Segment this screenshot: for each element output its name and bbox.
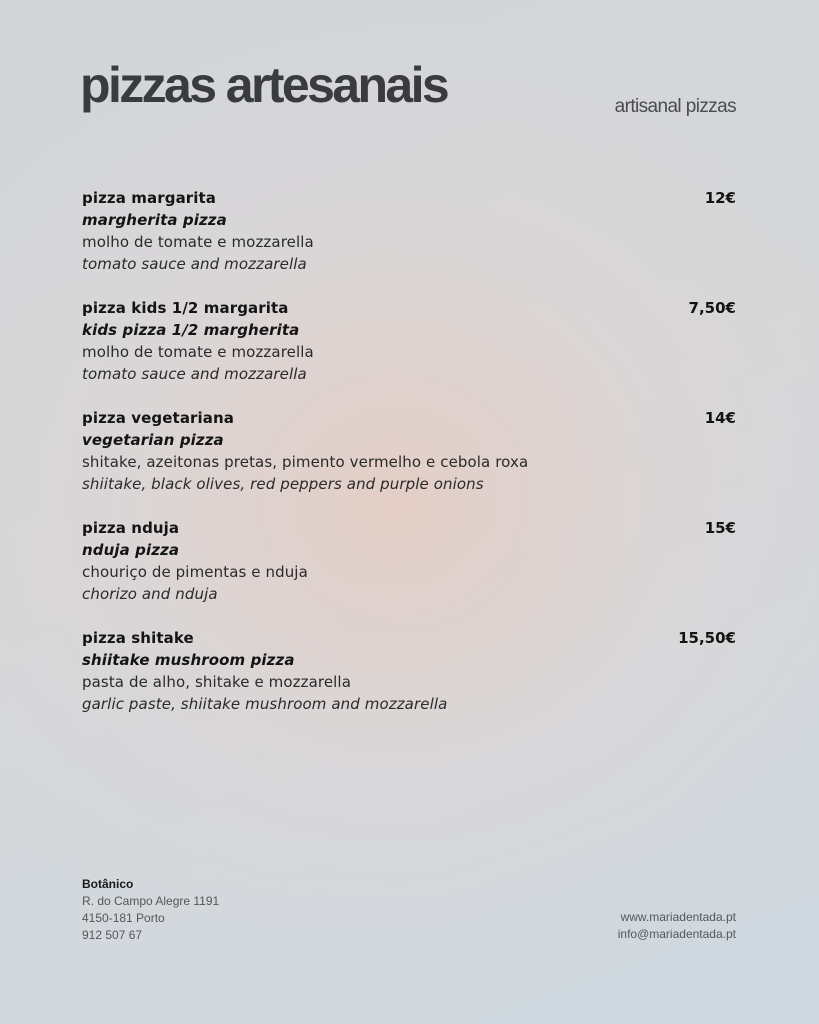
item-name: pizza shitake [82,629,194,647]
item-description-english: garlic paste, shiitake mushroom and mozzarella [82,695,448,713]
item-description: shitake, azeitonas pretas, pimento vermelho e cebola roxa [82,453,529,471]
item-description: pasta de alho, shitake e mozzarella [82,673,351,691]
item-description-english: shiitake, black olives, red peppers and purple onions [82,475,484,493]
item-name: pizza kids 1/2 margarita [82,299,289,317]
footer-contact-block [618,909,736,943]
footer-address-block [82,876,219,944]
menu-item-kids-margarita [82,297,736,407]
item-description: chouriço de pimentas e nduja [82,563,308,581]
branch-name: Botânico [82,877,134,891]
menu-list [82,187,736,737]
item-name-english: shiitake mushroom pizza [82,651,295,669]
item-description-english: tomato sauce and mozzarella [82,255,307,273]
menu-item-nduja [82,517,736,627]
item-price: 15€ [704,519,736,537]
item-price: 7,50€ [688,299,736,317]
menu-item-shitake [82,627,736,737]
item-description: molho de tomate e mozzarella [82,343,314,361]
phone-number: 912 507 67 [82,928,143,942]
item-name-english: nduja pizza [82,541,180,559]
item-name: pizza nduja [82,519,180,537]
address-city: 4150-181 Porto [82,911,165,925]
item-description-english: tomato sauce and mozzarella [82,365,307,383]
item-name: pizza margarita [82,189,217,207]
item-description-english: chorizo and nduja [82,585,218,603]
menu-item-vegetariana [82,407,736,517]
address-street: R. do Campo Alegre 1191 [82,894,220,908]
item-price: 12€ [704,189,736,207]
page-subtitle: artisanal pizzas [614,96,736,117]
item-price: 15,50€ [678,629,736,647]
email-link[interactable]: info@mariadentada.pt [617,927,736,941]
item-name-english: margherita pizza [82,211,227,229]
item-name: pizza vegetariana [82,409,235,427]
page-title: pizzas artesanais [80,57,448,113]
item-description: molho de tomate e mozzarella [82,233,314,251]
item-price: 14€ [704,409,736,427]
website-link[interactable]: www.mariadentada.pt [620,910,736,924]
item-name-english: vegetarian pizza [82,431,224,449]
menu-item-margarita [82,187,736,297]
item-name-english: kids pizza 1/2 margherita [82,321,300,339]
